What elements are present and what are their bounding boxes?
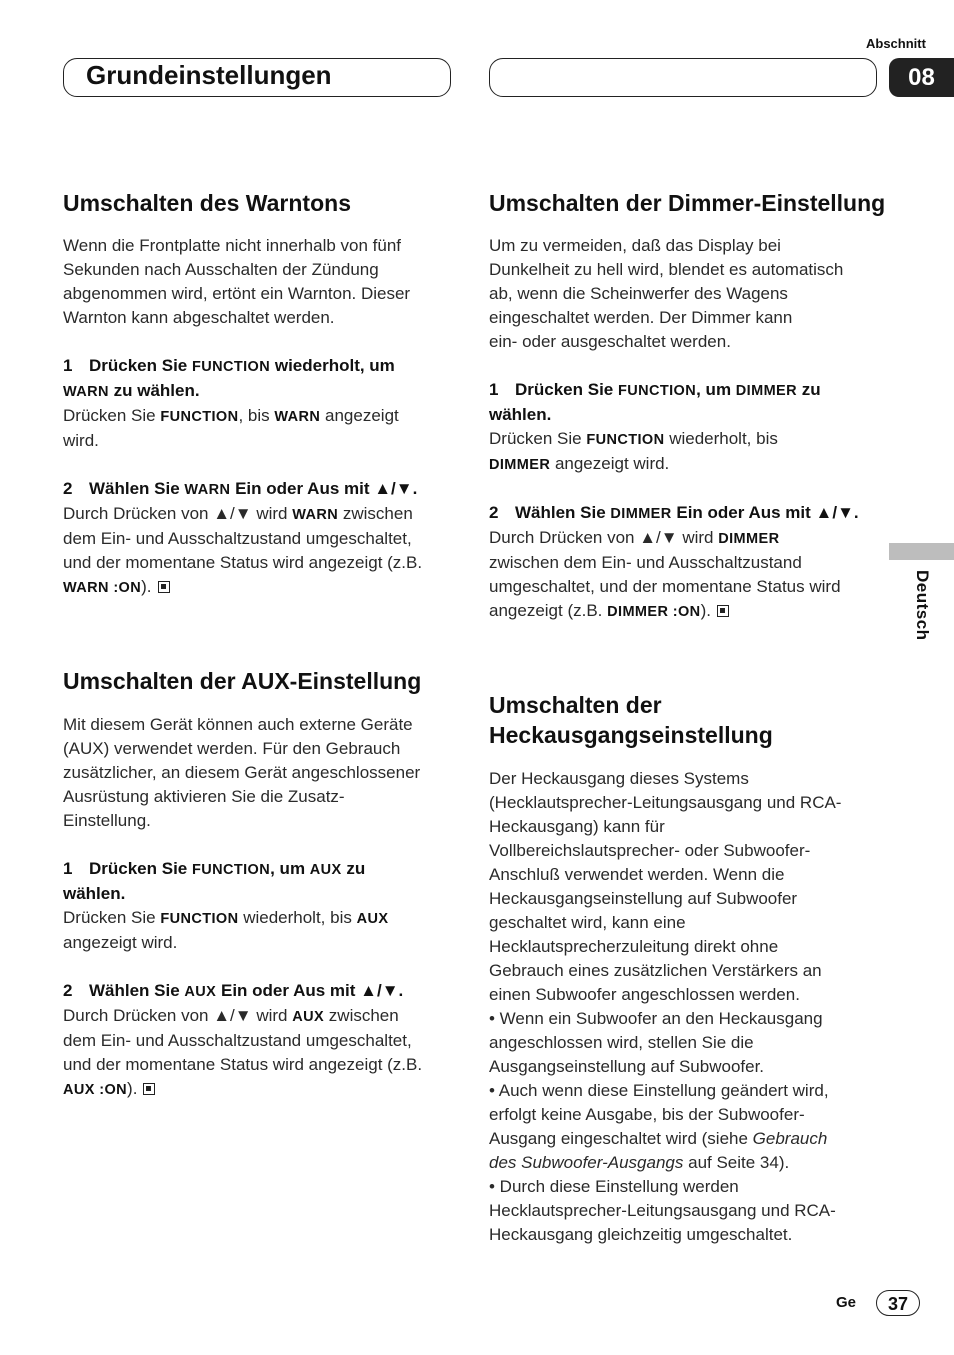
step-1-heading: 1 Drücken Sie FUNCTION wiederholt, um: [63, 356, 395, 375]
language-tab-label: Deutsch: [913, 570, 932, 641]
step-2-body: Durch Drücken von ▲/▼ wird WARN zwischen: [63, 504, 413, 523]
heading-dimmer: Umschalten der Dimmer-Einstellung: [489, 190, 886, 216]
section-label: Abschnitt: [866, 36, 926, 51]
footer-lang-code: Ge: [836, 1294, 857, 1311]
end-mark-icon: [158, 581, 170, 593]
cross-reference: des Subwoofer-Ausgangs: [489, 1153, 684, 1172]
intro-line: Wenn die Frontplatte nicht innerhalb von fünf: [63, 236, 402, 255]
intro-line: Warnton kann abgeschaltet werden.: [63, 308, 335, 327]
header-empty-frame: [489, 58, 877, 97]
step-1-heading: 1 Drücken Sie FUNCTION, um AUX zu: [63, 859, 366, 878]
step-1-heading: 1 Drücken Sie FUNCTION, um DIMMER zu: [489, 380, 821, 399]
page-number: 37: [876, 1290, 920, 1316]
step-2-heading: 2 Wählen Sie AUX Ein oder Aus mit ▲/▼.: [63, 981, 404, 1000]
step-2-heading: 2 Wählen Sie WARN Ein oder Aus mit ▲/▼.: [63, 479, 418, 498]
intro-line: Sekunden nach Ausschalten der Zündung: [63, 260, 379, 279]
intro-line: abgenommen wird, ertönt ein Warnton. Dieser: [63, 284, 411, 303]
step-2-body: Durch Drücken von ▲/▼ wird AUX zwischen: [63, 1006, 399, 1025]
cross-reference: Gebrauch: [752, 1129, 828, 1148]
page-title: Grundeinstellungen: [86, 60, 332, 90]
heading-warnton: Umschalten des Warntons: [63, 190, 351, 216]
step-2-body: Durch Drücken von ▲/▼ wird DIMMER: [489, 528, 780, 547]
bullet: • Durch diese Einstellung werden: [489, 1177, 739, 1196]
step-1-body: Drücken Sie FUNCTION wiederholt, bis: [489, 429, 778, 448]
bullet: • Wenn ein Subwoofer an den Heckausgang: [489, 1009, 823, 1028]
heading-aux: Umschalten der AUX-Einstellung: [63, 668, 422, 694]
section-heckausgang: Der Heckausgang dieses Systems (Hecklautsprecher-Leitungsausgang und RCA- Heckausgang) kann für Vollbereichslautsprecher- oder Subwoofer- Anschluß verwendet werden. Wenn die Heckausgangseinstellung auf Subwoofer geschaltet wird, kann eine Hecklautsprecherzuleitung direkt ohne Gebrauch eines zusätzlichen Verstärkers an einen Subwoofer angeschlossen werden. • Wenn ein Subwoofer an den Heckausgang angeschlossen wird, stellen Sie die Ausgangseinstellung auf Subwoofer. • Auch wenn diese Einstellung geändert wird, erfolgt keine Ausgabe, bis der Subwoofer- Ausgang eingeschaltet wird (siehe Gebrauch des Subwoofer-Ausgangs auf Seite 34). • Durch diese Einstellung werden Hecklautsprecher-Leitungsausgang und RCA- Heckausgang gleichzeitig umgeschaltet.: [489, 767, 879, 1247]
step-2-heading: 2 Wählen Sie DIMMER Ein oder Aus mit ▲/▼.: [489, 503, 859, 522]
end-mark-icon: [143, 1083, 155, 1095]
bullet: • Auch wenn diese Einstellung geändert wird,: [489, 1081, 829, 1100]
section-aux: Mit diesem Gerät können auch externe Geräte (AUX) verwendet werden. Für den Gebrauch zusätzlicher, an diesem Gerät angeschlossener Ausrüstung aktivieren Sie die Zusatz- Einstellung. 1 Drücken Sie FUNCTION, um AUX zu wählen. Drücken Sie FUNCTION wiederholt, bis AUX angezeigt wird. 2 Wählen Sie AUX Ein oder Aus mit ▲/▼. Durch Drücken von ▲/▼ wird AUX zwischen dem Ein- und Ausschaltzustand umgeschaltet, und der momentane Status wird angezeigt (z.B. AUX :ON).: [63, 713, 448, 1102]
end-mark-icon: [717, 605, 729, 617]
section-number-badge: 08: [889, 58, 954, 97]
step-1-body: Drücken Sie FUNCTION wiederholt, bis AUX: [63, 908, 389, 927]
section-dimmer: Um zu vermeiden, daß das Display bei Dunkelheit zu hell wird, blendet es automatisch ab, wenn die Scheinwerfer des Wagens eingeschaltet werden. Der Dimmer kann ein- oder ausgeschaltet werden. 1 Drücken Sie FUNCTION, um DIMMER zu wählen. Drücken Sie FUNCTION wiederholt, bis DIMMER angezeigt wird. 2 Wählen Sie DIMMER Ein oder Aus mit ▲/▼. Durch Drücken von ▲/▼ wird DIMMER zwischen dem Ein- und Ausschaltzustand umgeschaltet, und der momentane Status wird angezeigt (z.B. DIMMER :ON).: [489, 234, 879, 624]
section-warnton: Wenn die Frontplatte nicht innerhalb von fünf Sekunden nach Ausschalten der Zündung abgenommen wird, ertönt ein Warnton. Dieser Warnton kann abgeschaltet werden. 1 Drücken Sie FUNCTION wiederholt, um WARN zu wählen. Drücken Sie FUNCTION, bis WARN angezeigt wird. 2 Wählen Sie WARN Ein oder Aus mit ▲/▼. Durch Drücken von ▲/▼ wird WARN zwischen dem Ein- und Ausschaltzustand umgeschaltet, und der momentane Status wird angezeigt (z.B. WARN :ON).: [63, 234, 448, 600]
language-tab-bar: [889, 543, 954, 560]
heading-heckausgang: Umschalten der Heckausgangseinstellung: [489, 692, 773, 748]
step-1-body: Drücken Sie FUNCTION, bis WARN angezeigt: [63, 406, 399, 425]
